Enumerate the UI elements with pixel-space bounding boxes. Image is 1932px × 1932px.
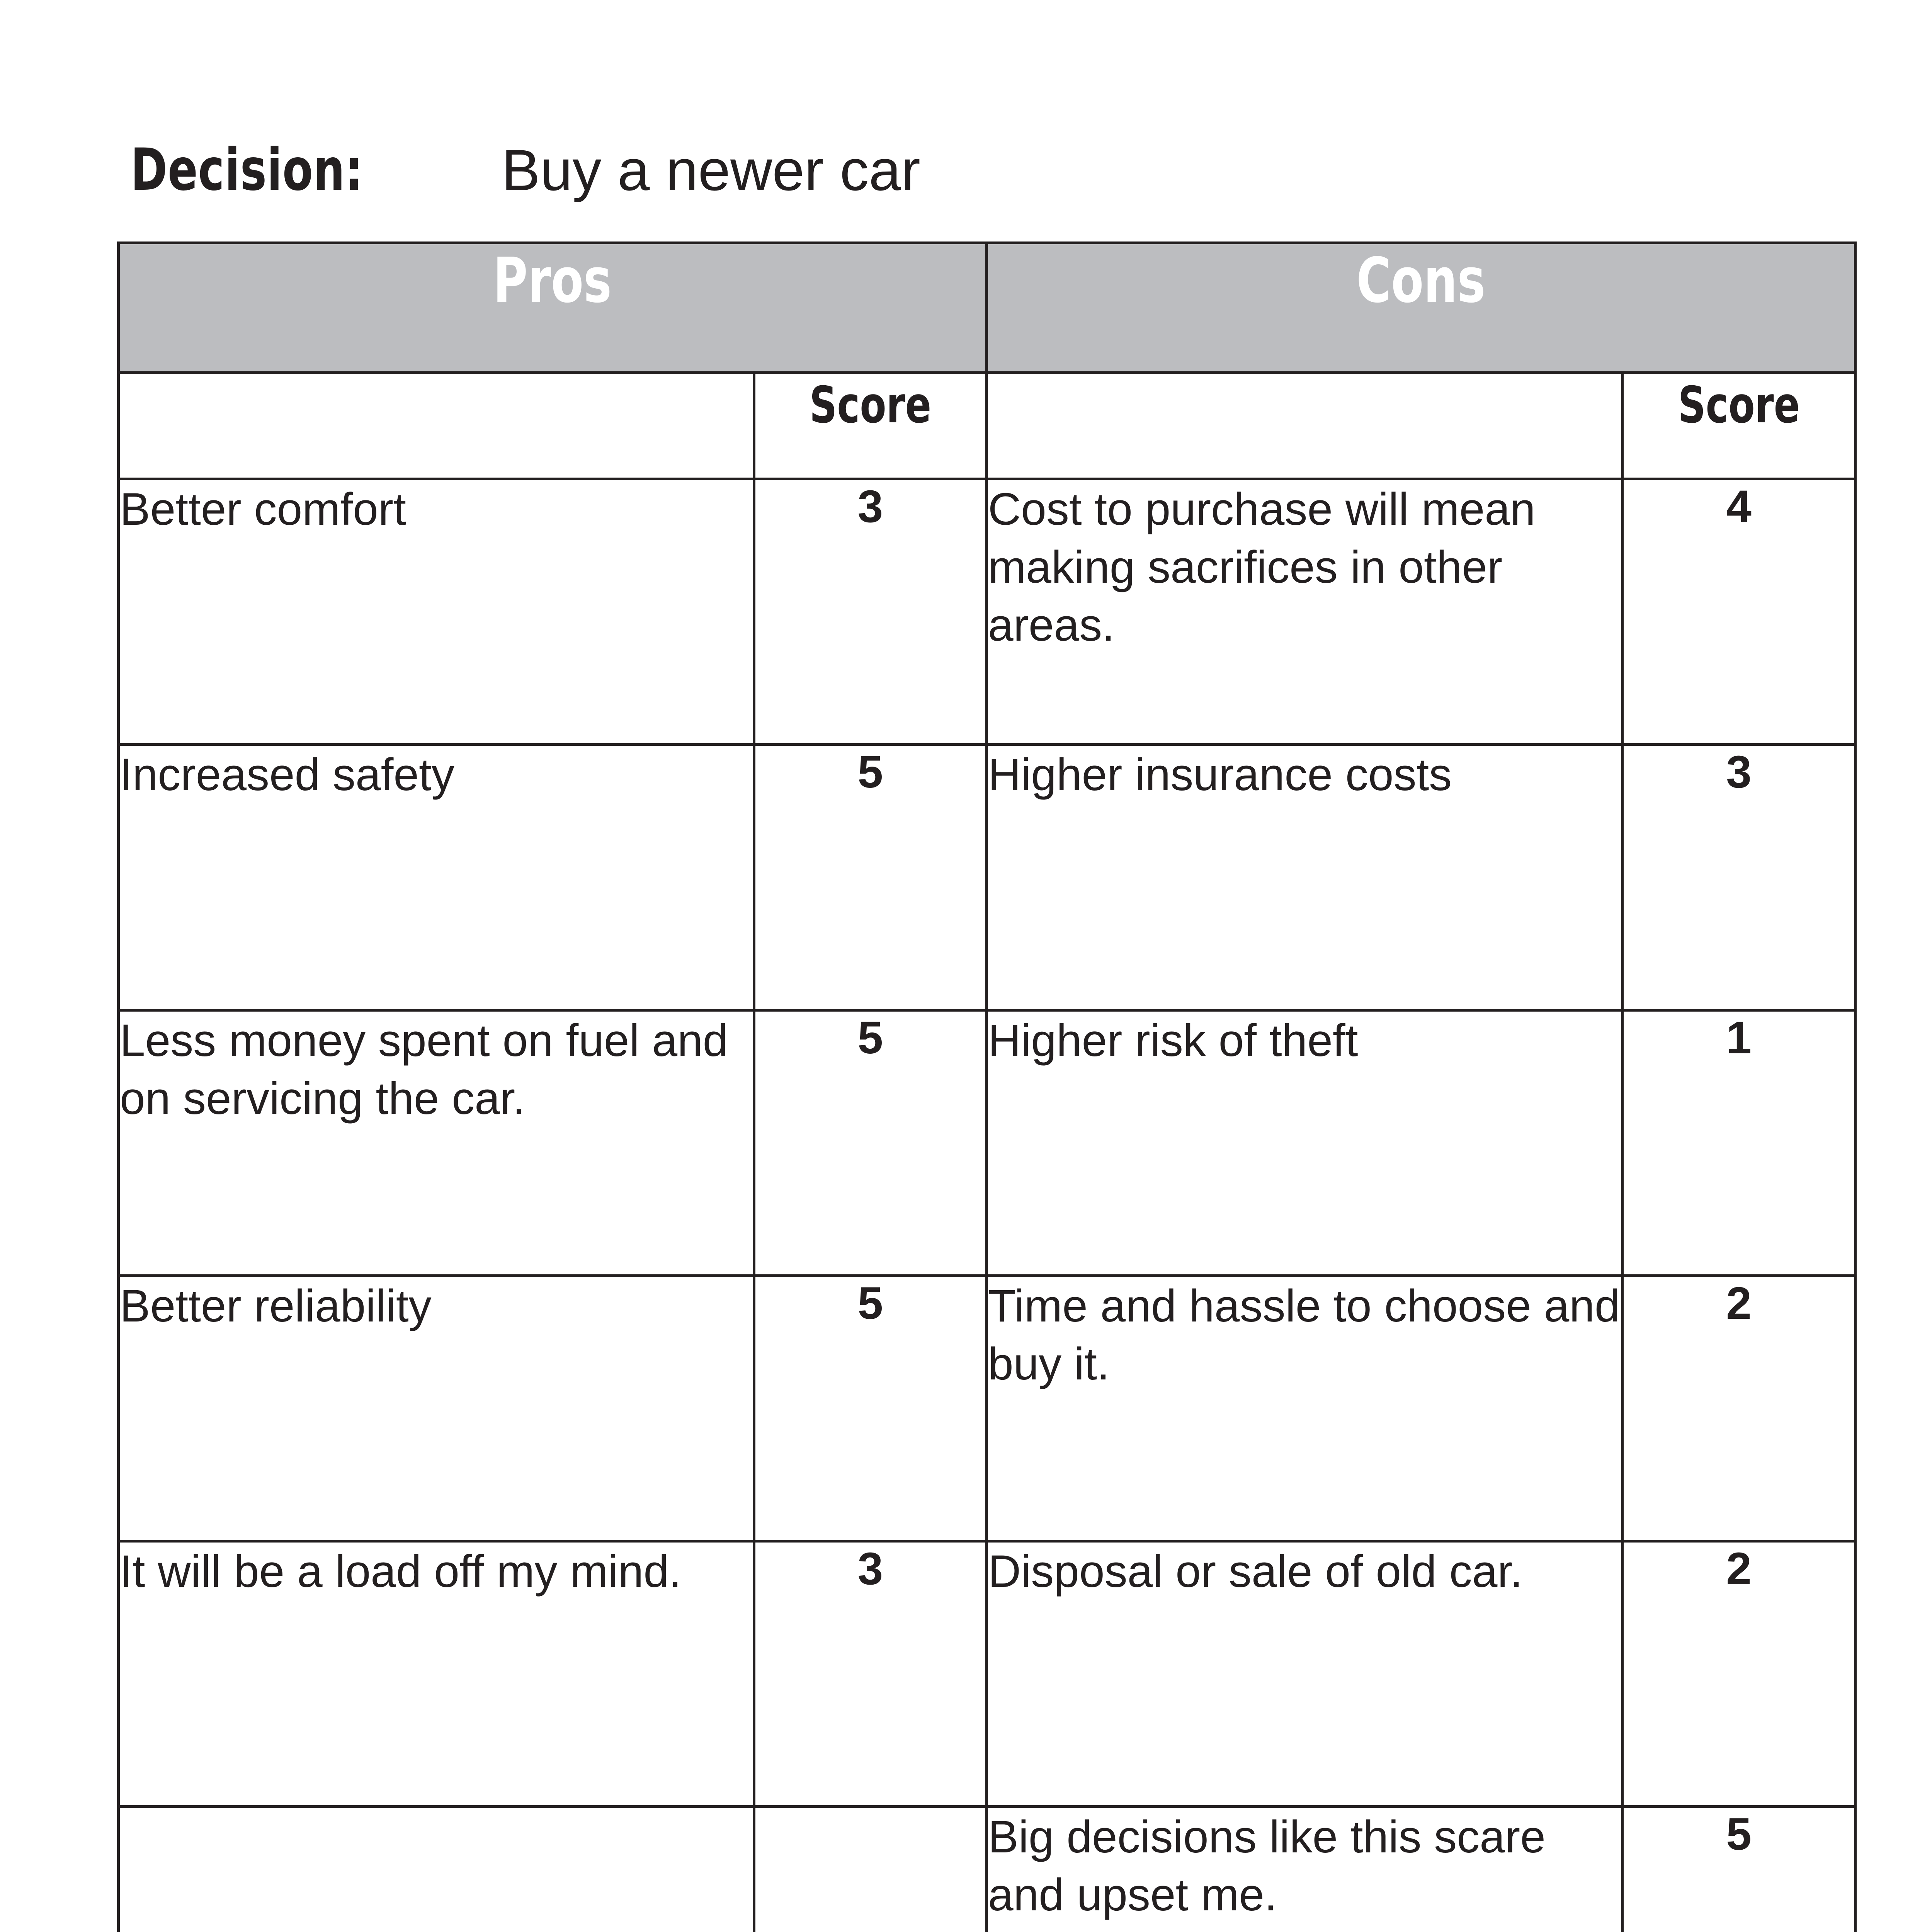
- pro-score: 5: [754, 1276, 987, 1541]
- pros-header: Pros: [493, 244, 612, 316]
- pro-score: 3: [754, 1541, 987, 1806]
- con-item: Cost to purchase will mean making sacrifices in other areas.: [987, 479, 1622, 745]
- decision-label: Decision:: [131, 136, 363, 204]
- con-score: 3: [1622, 745, 1855, 1010]
- pros-cons-table: [117, 242, 1857, 1932]
- con-item: Disposal or sale of old car.: [987, 1541, 1622, 1806]
- pro-score: 5: [754, 1010, 987, 1276]
- pros-header-cell: [119, 243, 987, 373]
- con-score: 5: [1622, 1807, 1855, 1932]
- pros-item-header: [119, 372, 754, 479]
- pros-score-header-cell: [754, 372, 987, 479]
- pro-item: [119, 1807, 754, 1932]
- cons-header-cell: [987, 243, 1855, 373]
- table-row: [119, 479, 1855, 745]
- con-score: 2: [1622, 1276, 1855, 1541]
- cons-score-header: Score: [1678, 375, 1800, 434]
- pro-item: Increased safety: [119, 745, 754, 1010]
- con-item: Higher risk of theft: [987, 1010, 1622, 1276]
- table-row: [119, 745, 1855, 1010]
- cons-header: Cons: [1356, 244, 1486, 316]
- table-row: [119, 1276, 1855, 1541]
- table-row: [119, 1541, 1855, 1806]
- pro-item: It will be a load off my mind.: [119, 1541, 754, 1806]
- con-score: 1: [1622, 1010, 1855, 1276]
- pro-item: Better reliability: [119, 1276, 754, 1541]
- con-item: Big decisions like this scare and upset me.: [987, 1807, 1622, 1932]
- pro-score: 5: [754, 745, 987, 1010]
- con-score: 4: [1622, 479, 1855, 745]
- table-row: [119, 1807, 1855, 1932]
- decision-line: [131, 128, 920, 213]
- header-row: [119, 243, 1855, 373]
- con-score: 2: [1622, 1541, 1855, 1806]
- subheader-row: [119, 372, 1855, 479]
- decision-value: Buy a newer car: [502, 137, 920, 202]
- pro-item: Less money spent on fuel and on servicing the car.: [119, 1010, 754, 1276]
- pro-score: 3: [754, 479, 987, 745]
- pros-score-header: Score: [809, 375, 932, 434]
- con-item: Higher insurance costs: [987, 745, 1622, 1010]
- table-row: [119, 1010, 1855, 1276]
- pro-score: [754, 1807, 987, 1932]
- cons-item-header: [987, 372, 1622, 479]
- pro-item: Better comfort: [119, 479, 754, 745]
- cons-score-header-cell: [1622, 372, 1855, 479]
- con-item: Time and hassle to choose and buy it.: [987, 1276, 1622, 1541]
